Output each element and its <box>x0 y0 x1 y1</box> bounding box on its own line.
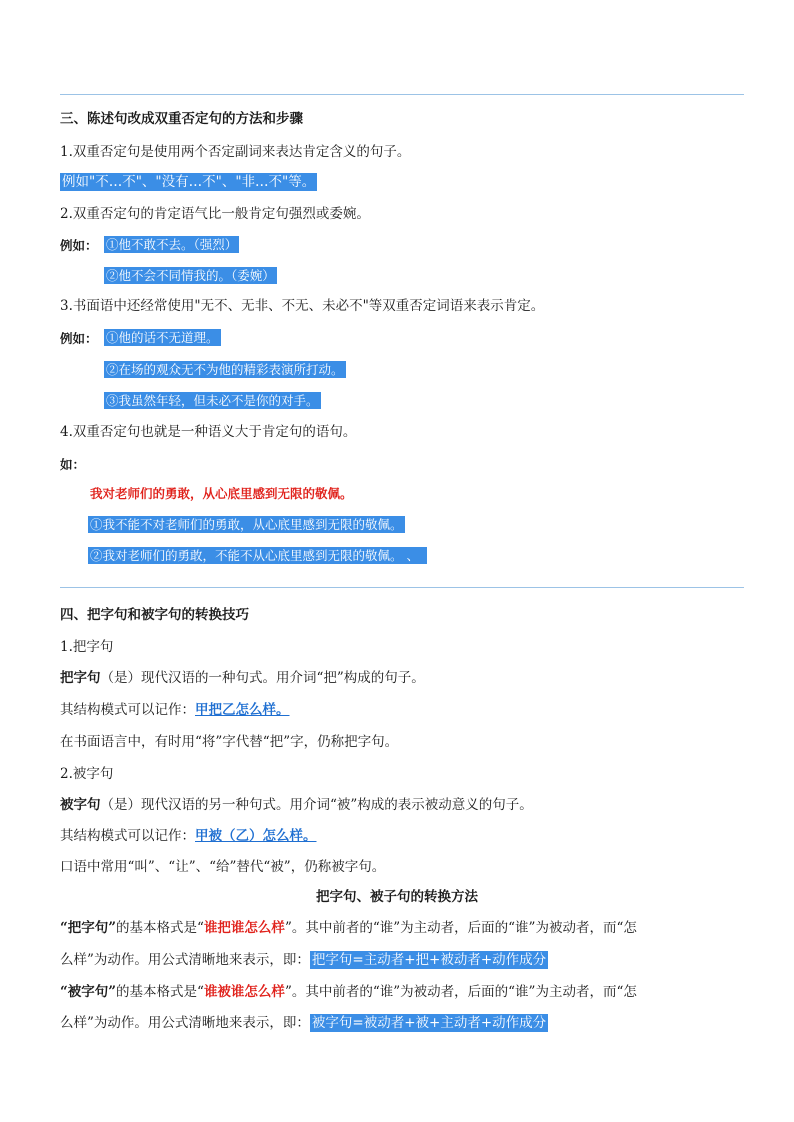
highlight-example: 例如"不…不"、"没有…不"、"非…不"等。 <box>62 174 316 190</box>
bei-note: 口语中常用“叫”、“让”、“给”替代“被”，仍称被字句。 <box>60 859 386 875</box>
example-item: ①我不能不对老师们的勇敢，从心底里感到无限的敬佩。 <box>90 517 403 532</box>
example-item: ③我虽然年轻，但未必不是你的对手。 <box>106 393 319 408</box>
section4-title: 四、把字句和被字句的转换技巧 <box>60 607 249 623</box>
section3-point3: 3.书面语中还经常使用"无不、无非、不无、未必不"等双重否定词语来表示肯定。 <box>60 298 545 314</box>
ba-heading: 1.把字句 <box>60 639 114 655</box>
section3-point2: 2.双重否定句的肯定语气比一般肯定句强烈或委婉。 <box>60 206 370 222</box>
top-divider <box>60 94 744 95</box>
ba-structure-formula: 甲把乙怎么样。 <box>195 702 290 718</box>
ba-formula: 把字句=主动者+把+被动者+动作成分 <box>311 952 547 968</box>
ba-format-line1: “把字句”的基本格式是“谁把谁怎么样”。其中前者的“谁”为主动者，后面的“谁”为被动者，而“怎 <box>60 920 637 936</box>
bei-format-line2: 么样”为动作。用公式清晰地来表示，即： 被字句=被动者+被+主动者+动作成分 <box>60 1015 547 1031</box>
ba-structure: 其结构模式可以记作：甲把乙怎么样。 <box>60 702 290 718</box>
example-item: ②我对老师们的勇敢，不能不从心底里感到无限的敬佩。 、 <box>88 546 427 566</box>
section3-point1-example <box>60 172 317 192</box>
bei-definition: 被字句（是）现代汉语的另一种句式。用介词“被”构成的表示被动意义的句子。 <box>60 797 533 813</box>
example-item: ①他的话不无道理。 <box>106 330 219 345</box>
bei-structure-formula: 甲被（乙）怎么样。 <box>195 828 317 844</box>
example-item: ①他不敢不去。（强烈） <box>106 237 238 252</box>
ba-note: 在书面语言中，有时用“将”字代替“把”字，仍称把字句。 <box>60 734 399 750</box>
bei-formula: 被字句=被动者+被+主动者+动作成分 <box>311 1015 547 1031</box>
ba-format-line2: 么样”为动作。用公式清晰地来表示，即： 把字句=主动者+把+被动者+动作成分 <box>60 952 547 968</box>
section3-point1: 1.双重否定句是使用两个否定副词来表达肯定含义的句子。 <box>60 144 411 160</box>
example-label: 如： <box>60 457 86 472</box>
section3-point4: 4.双重否定句也就是一种语义大于肯定句的语句。 <box>60 424 357 440</box>
example-label: 例如： <box>60 331 98 346</box>
bei-heading: 2.被字句 <box>60 766 114 782</box>
example-item: ②他不会不同情我的。（委婉） <box>106 268 275 283</box>
ba-definition: 把字句（是）现代汉语的一种句式。用介词“把”构成的句子。 <box>60 670 425 686</box>
method-title: 把字句、被子句的转换方法 <box>316 889 478 905</box>
mid-divider <box>60 587 744 588</box>
bei-format-line1: “被字句”的基本格式是“谁被谁怎么样”。其中前者的“谁”为被动者，后面的“谁”为主动者，而“怎 <box>60 984 637 1000</box>
section3-title: 三、陈述句改成双重否定句的方法和步骤 <box>60 111 303 127</box>
bei-structure: 其结构模式可以记作：甲被（乙）怎么样。 <box>60 828 317 844</box>
example-label: 例如： <box>60 238 98 253</box>
example-item: ②在场的观众无不为他的精彩表演所打动。 <box>106 362 344 377</box>
red-example-sentence: 我对老师们的勇敢，从心底里感到无限的敬佩。 <box>90 486 353 501</box>
